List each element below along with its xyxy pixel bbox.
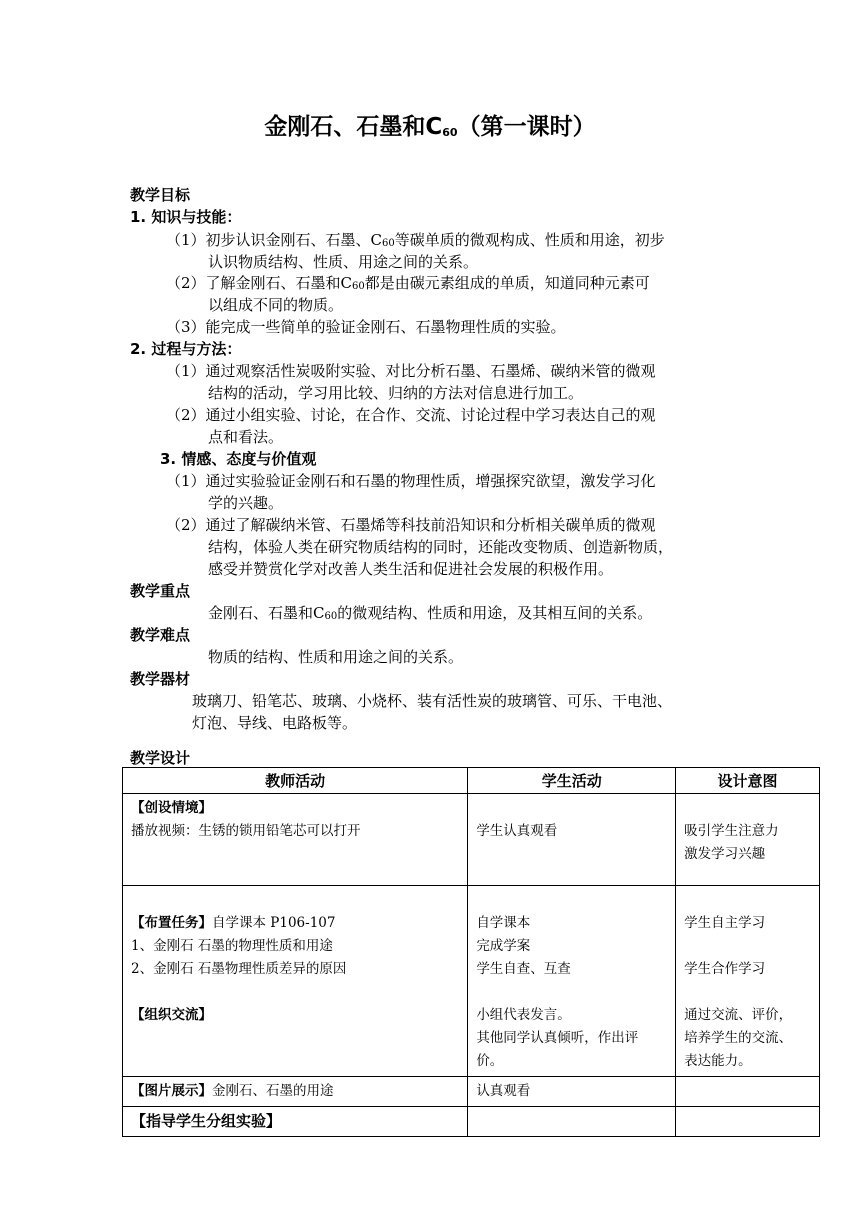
intent-text: 表达能力。 bbox=[684, 1053, 752, 1069]
student-text: 价。 bbox=[476, 1053, 504, 1069]
difficulty-heading: 教学难点 bbox=[130, 626, 191, 644]
intent-text: 学生合作学习 bbox=[684, 961, 766, 977]
emotion-item-2-cont: 结构，体验人类在研究物质结构的同时，还能改变物质、创造新物质， bbox=[208, 538, 674, 556]
teacher-cell bbox=[123, 886, 468, 1077]
knowledge-item-1: （1）初步认识金刚石、石墨、$C_{60}$等碳单质的微观构成、性质和用途，初步 bbox=[166, 231, 665, 249]
knowledge-item-3: （3）能完成一些简单的验证金刚石、石墨物理性质的实验。 bbox=[166, 318, 566, 336]
table-row bbox=[123, 1107, 820, 1137]
student-text: 完成学案 bbox=[476, 938, 531, 954]
student-cell bbox=[468, 794, 676, 886]
col-header-student: 学生活动 bbox=[468, 768, 676, 794]
process-item-2-cont: 点和看法。 bbox=[208, 428, 284, 446]
knowledge-item-2: （2）了解金刚石、石墨和$C_{60}$都是由碳元素组成的单质，知道同种元素可 bbox=[166, 274, 650, 292]
student-text: 小组代表发言。 bbox=[476, 1007, 571, 1023]
student-cell bbox=[468, 886, 676, 1077]
process-heading: 2. 过程与方法： bbox=[130, 340, 242, 358]
task-item: 1、金刚石 石墨的物理性质和用途 bbox=[131, 938, 333, 954]
emotion-item-2-cont2: 感受并赞赏化学对改善人类生活和促进社会发展的积极作用。 bbox=[208, 560, 614, 578]
intent-cell bbox=[676, 1077, 820, 1107]
teacher-cell: 【指导学生分组实验】 bbox=[123, 1107, 468, 1137]
table-row bbox=[123, 886, 820, 1077]
page-title bbox=[0, 108, 860, 141]
equipment-line-1: 玻璃刀、铅笔芯、玻璃、小烧杯、装有活性炭的玻璃管、可乐、干电池、 bbox=[192, 692, 673, 710]
table-header-row bbox=[123, 768, 820, 794]
intent-cell bbox=[676, 886, 820, 1077]
student-cell bbox=[468, 1107, 676, 1137]
emotion-item-1-cont: 学的兴趣。 bbox=[208, 494, 284, 512]
process-item-2: （2）通过小组实验、讨论，在合作、交流、讨论过程中学习表达自己的观 bbox=[166, 406, 656, 424]
intent-text: 激发学习兴趣 bbox=[684, 846, 766, 862]
knowledge-item-1-cont: 认识物质结构、性质、用途之间的关系。 bbox=[208, 253, 479, 271]
process-item-1: （1）通过观察活性炭吸附实验、对比分析石墨、石墨烯、碳纳米管的微观 bbox=[166, 362, 656, 380]
intent-cell bbox=[676, 1107, 820, 1137]
key-point-heading: 教学重点 bbox=[130, 582, 191, 600]
emotion-heading: 3. 情感、态度与价值观 bbox=[160, 450, 317, 468]
col-header-teacher: 教师活动 bbox=[123, 768, 468, 794]
emotion-item-1: （1）通过实验验证金刚石和石墨的物理性质，增强探究欲望，激发学习化 bbox=[166, 472, 656, 490]
task-item: 2、金刚石 石墨物理性质差异的原因 bbox=[131, 961, 347, 977]
student-cell: 认真观看 bbox=[468, 1077, 676, 1107]
design-heading: 教学设计 bbox=[130, 749, 191, 767]
teacher-text: 播放视频：生锈的锁用铅笔芯可以打开 bbox=[131, 823, 361, 839]
title-main: 金刚石、石墨和C bbox=[264, 114, 443, 140]
teacher-cell bbox=[123, 794, 468, 886]
knowledge-item-2-cont: 以组成不同的物质。 bbox=[208, 296, 344, 314]
student-text: 学生认真观看 bbox=[476, 823, 558, 839]
difficulty-text: 物质的结构、性质和用途之间的关系。 bbox=[208, 648, 464, 666]
intent-text: 学生自主学习 bbox=[684, 915, 766, 931]
student-text: 学生自查、互查 bbox=[476, 961, 571, 977]
emotion-item-2: （2）通过了解碳纳米管、石墨烯等科技前沿知识和分析相关碳单质的微观 bbox=[166, 516, 656, 534]
title-tail: （第一课时） bbox=[457, 114, 596, 140]
teacher-cell: 【图片展示】金刚石、石墨的用途 bbox=[123, 1077, 468, 1107]
intent-text: 通过交流、评价， bbox=[684, 1007, 793, 1023]
process-item-1-cont: 结构的活动，学习用比较、归纳的方法对信息进行加工。 bbox=[208, 384, 584, 402]
row-label: 【创设情境】 bbox=[131, 800, 212, 816]
student-text: 自学课本 bbox=[476, 915, 531, 931]
col-header-intent: 设计意图 bbox=[676, 768, 820, 794]
equipment-line-2: 灯泡、导线、电路板等。 bbox=[192, 714, 358, 732]
table-row bbox=[123, 794, 820, 886]
key-point-text: 金刚石、石墨和$C_{60}$的微观结构、性质和用途，及其相互间的关系。 bbox=[208, 604, 653, 622]
intent-cell bbox=[676, 794, 820, 886]
objectives-heading: 教学目标 bbox=[130, 186, 191, 204]
intent-text: 吸引学生注意力 bbox=[684, 823, 779, 839]
equipment-heading: 教学器材 bbox=[130, 670, 191, 688]
knowledge-heading: 1. 知识与技能： bbox=[130, 208, 242, 226]
student-text: 其他同学认真倾听，作出评 bbox=[476, 1030, 639, 1046]
title-subscript: 60 bbox=[442, 126, 458, 139]
task-line: 【布置任务】自学课本 P106-107 bbox=[131, 915, 336, 931]
design-table bbox=[122, 767, 820, 1137]
org-label: 【组织交流】 bbox=[131, 1007, 212, 1023]
table-row bbox=[123, 1077, 820, 1107]
intent-text: 培养学生的交流、 bbox=[684, 1030, 793, 1046]
